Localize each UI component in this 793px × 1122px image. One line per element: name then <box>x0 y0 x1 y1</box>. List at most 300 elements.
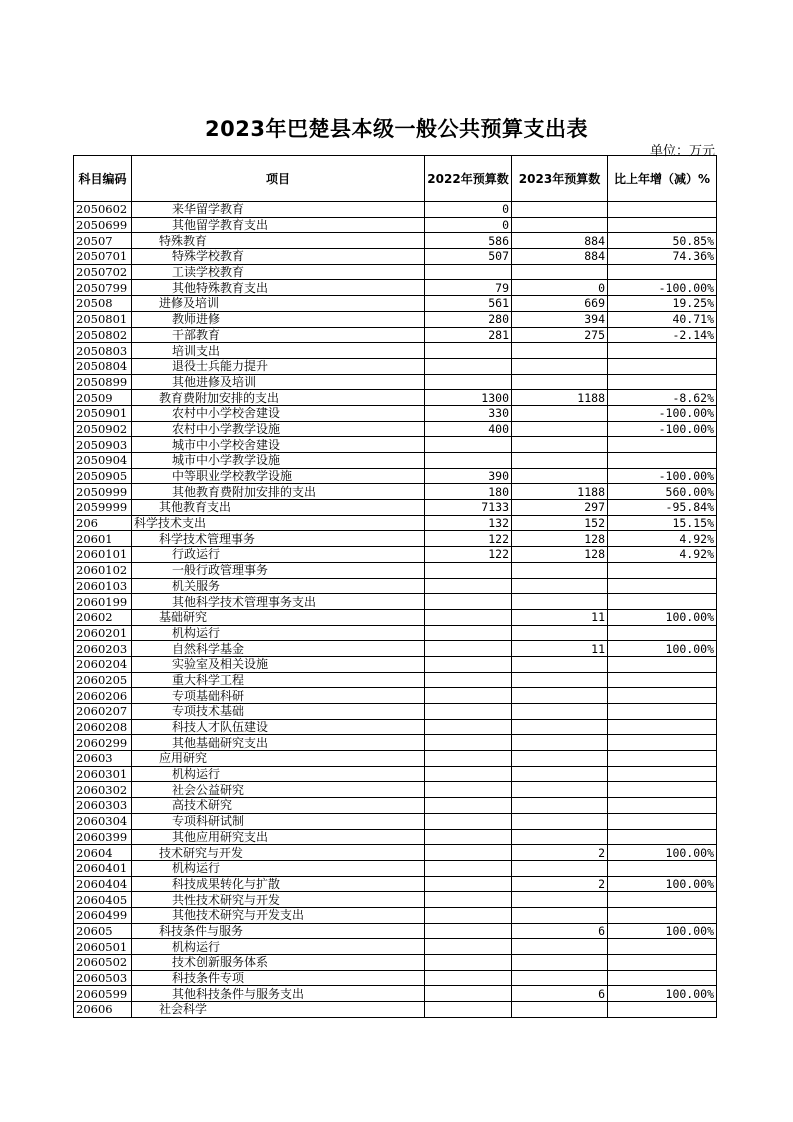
table-row <box>74 813 717 829</box>
table-row <box>74 955 717 971</box>
cell-item: 专项技术基础 <box>132 704 425 720</box>
cell-code: 2050802 <box>74 327 132 343</box>
cell-2023: 884 <box>512 233 608 249</box>
cell-2022 <box>425 876 512 892</box>
cell-item: 应用研究 <box>132 751 425 767</box>
header-code: 科目编码 <box>74 156 132 202</box>
cell-item: 科学技术管理事务 <box>132 531 425 547</box>
cell-change: 4.92% <box>608 531 717 547</box>
cell-2022: 280 <box>425 311 512 327</box>
cell-2023: 11 <box>512 609 608 625</box>
cell-2022 <box>425 970 512 986</box>
cell-2022: 400 <box>425 421 512 437</box>
header-row <box>74 156 717 202</box>
cell-2022 <box>425 955 512 971</box>
cell-change <box>608 829 717 845</box>
table-row <box>74 374 717 390</box>
page-title: 2023年巴楚县本级一般公共预算支出表 <box>205 117 588 141</box>
cell-change <box>608 358 717 374</box>
cell-item: 其他科技条件与服务支出 <box>132 986 425 1002</box>
cell-2022 <box>425 892 512 908</box>
cell-item: 科技条件专项 <box>132 970 425 986</box>
cell-item: 农村中小学校舍建设 <box>132 405 425 421</box>
cell-item: 实验室及相关设施 <box>132 656 425 672</box>
cell-item: 其他留学教育支出 <box>132 217 425 233</box>
cell-2023 <box>512 421 608 437</box>
cell-item: 机构运行 <box>132 625 425 641</box>
cell-change <box>608 939 717 955</box>
cell-2023 <box>512 468 608 484</box>
cell-item: 共性技术研究与开发 <box>132 892 425 908</box>
budget-table <box>73 155 717 1018</box>
table-row <box>74 876 717 892</box>
cell-2023 <box>512 437 608 453</box>
cell-item: 其他教育费附加安排的支出 <box>132 484 425 500</box>
cell-2022 <box>425 735 512 751</box>
cell-change <box>608 955 717 971</box>
cell-code: 2060206 <box>74 688 132 704</box>
cell-2023 <box>512 625 608 641</box>
table-row <box>74 202 717 218</box>
cell-item: 干部教育 <box>132 327 425 343</box>
cell-2023: 669 <box>512 296 608 312</box>
cell-change: -100.00% <box>608 280 717 296</box>
cell-2022: 0 <box>425 202 512 218</box>
unit-label: 单位：万元 <box>649 144 715 159</box>
cell-code: 2060399 <box>74 829 132 845</box>
cell-change: 15.15% <box>608 515 717 531</box>
cell-2022 <box>425 562 512 578</box>
cell-change: 100.00% <box>608 609 717 625</box>
table-row <box>74 641 717 657</box>
cell-2023 <box>512 202 608 218</box>
cell-change <box>608 656 717 672</box>
table-row <box>74 421 717 437</box>
table-row <box>74 437 717 453</box>
cell-change <box>608 688 717 704</box>
cell-code: 2050902 <box>74 421 132 437</box>
cell-2023: 6 <box>512 986 608 1002</box>
cell-change <box>608 625 717 641</box>
cell-code: 2060102 <box>74 562 132 578</box>
table-row <box>74 217 717 233</box>
cell-2023: 128 <box>512 531 608 547</box>
cell-code: 2050803 <box>74 343 132 359</box>
cell-2023 <box>512 735 608 751</box>
cell-2022: 122 <box>425 531 512 547</box>
cell-code: 2050899 <box>74 374 132 390</box>
cell-2023: 297 <box>512 500 608 516</box>
cell-2023: 6 <box>512 923 608 939</box>
cell-item: 高技术研究 <box>132 798 425 814</box>
cell-2022 <box>425 923 512 939</box>
cell-item: 其他教育支出 <box>132 500 425 516</box>
cell-change: -100.00% <box>608 468 717 484</box>
cell-2023: 152 <box>512 515 608 531</box>
cell-change: 19.25% <box>608 296 717 312</box>
cell-change <box>608 217 717 233</box>
cell-2023 <box>512 343 608 359</box>
cell-change <box>608 751 717 767</box>
cell-2023 <box>512 656 608 672</box>
cell-change: 100.00% <box>608 986 717 1002</box>
cell-code: 2060101 <box>74 547 132 563</box>
cell-2022 <box>425 939 512 955</box>
cell-2022 <box>425 766 512 782</box>
header-2023: 2023年预算数 <box>512 156 608 202</box>
cell-change: 100.00% <box>608 876 717 892</box>
cell-item: 来华留学教育 <box>132 202 425 218</box>
table-row <box>74 358 717 374</box>
cell-2022: 561 <box>425 296 512 312</box>
cell-code: 2060204 <box>74 656 132 672</box>
cell-2023 <box>512 751 608 767</box>
cell-code: 2060502 <box>74 955 132 971</box>
table-row <box>74 578 717 594</box>
cell-item: 城市中小学教学设施 <box>132 453 425 469</box>
cell-2022: 0 <box>425 217 512 233</box>
cell-item: 机构运行 <box>132 766 425 782</box>
cell-2022 <box>425 343 512 359</box>
cell-code: 20507 <box>74 233 132 249</box>
cell-change <box>608 374 717 390</box>
cell-change <box>608 264 717 280</box>
cell-2023 <box>512 704 608 720</box>
cell-2023 <box>512 907 608 923</box>
cell-item: 一般行政管理事务 <box>132 562 425 578</box>
cell-item: 社会公益研究 <box>132 782 425 798</box>
cell-2022: 1300 <box>425 390 512 406</box>
cell-2023 <box>512 405 608 421</box>
cell-code: 2060208 <box>74 719 132 735</box>
table-row <box>74 829 717 845</box>
cell-change <box>608 782 717 798</box>
header-change: 比上年增（减）% <box>608 156 717 202</box>
cell-item: 社会科学 <box>132 1002 425 1018</box>
cell-change: 50.85% <box>608 233 717 249</box>
cell-item: 科学技术支出 <box>132 515 425 531</box>
cell-2023 <box>512 264 608 280</box>
table-row <box>74 233 717 249</box>
cell-2023 <box>512 719 608 735</box>
cell-2023 <box>512 939 608 955</box>
cell-change: 100.00% <box>608 923 717 939</box>
cell-2022 <box>425 704 512 720</box>
cell-change <box>608 907 717 923</box>
cell-2023: 2 <box>512 876 608 892</box>
cell-2022 <box>425 578 512 594</box>
cell-code: 2060301 <box>74 766 132 782</box>
cell-code: 2060303 <box>74 798 132 814</box>
cell-2022 <box>425 798 512 814</box>
table-row <box>74 280 717 296</box>
cell-2022 <box>425 641 512 657</box>
cell-code: 2060302 <box>74 782 132 798</box>
table-row <box>74 453 717 469</box>
cell-change: 560.00% <box>608 484 717 500</box>
cell-code: 2060199 <box>74 594 132 610</box>
table-row <box>74 656 717 672</box>
cell-change <box>608 594 717 610</box>
cell-2023 <box>512 688 608 704</box>
cell-code: 2050702 <box>74 264 132 280</box>
cell-code: 20602 <box>74 609 132 625</box>
cell-2022 <box>425 845 512 861</box>
cell-code: 2060401 <box>74 860 132 876</box>
cell-2022 <box>425 907 512 923</box>
cell-2023 <box>512 813 608 829</box>
cell-item: 重大科学工程 <box>132 672 425 688</box>
cell-2022 <box>425 437 512 453</box>
cell-item: 科技条件与服务 <box>132 923 425 939</box>
table-row <box>74 405 717 421</box>
cell-code: 2060201 <box>74 625 132 641</box>
table-row <box>74 719 717 735</box>
table-row <box>74 468 717 484</box>
cell-2022 <box>425 625 512 641</box>
cell-change <box>608 343 717 359</box>
table-row <box>74 562 717 578</box>
cell-item: 科技人才队伍建设 <box>132 719 425 735</box>
table-row <box>74 970 717 986</box>
cell-2022: 281 <box>425 327 512 343</box>
cell-2022: 586 <box>425 233 512 249</box>
cell-item: 基础研究 <box>132 609 425 625</box>
cell-change: 74.36% <box>608 249 717 265</box>
cell-item: 农村中小学教学设施 <box>132 421 425 437</box>
cell-item: 其他特殊教育支出 <box>132 280 425 296</box>
cell-code: 2050799 <box>74 280 132 296</box>
cell-2023 <box>512 562 608 578</box>
cell-code: 2050804 <box>74 358 132 374</box>
cell-2022: 132 <box>425 515 512 531</box>
cell-2022 <box>425 264 512 280</box>
cell-code: 206 <box>74 515 132 531</box>
cell-item: 教师进修 <box>132 311 425 327</box>
cell-code: 2050602 <box>74 202 132 218</box>
table-row <box>74 782 717 798</box>
cell-2023: 394 <box>512 311 608 327</box>
cell-item: 其他基础研究支出 <box>132 735 425 751</box>
cell-change: 40.71% <box>608 311 717 327</box>
table-row <box>74 892 717 908</box>
table-row <box>74 343 717 359</box>
table-row <box>74 735 717 751</box>
cell-2023: 11 <box>512 641 608 657</box>
cell-code: 2050901 <box>74 405 132 421</box>
cell-2023 <box>512 1002 608 1018</box>
cell-code: 2059999 <box>74 500 132 516</box>
cell-2022: 390 <box>425 468 512 484</box>
cell-item: 退役士兵能力提升 <box>132 358 425 374</box>
table-row <box>74 390 717 406</box>
table-row <box>74 688 717 704</box>
cell-code: 2060299 <box>74 735 132 751</box>
cell-2022 <box>425 782 512 798</box>
cell-2023: 1188 <box>512 390 608 406</box>
cell-change: 100.00% <box>608 641 717 657</box>
cell-item: 其他技术研究与开发支出 <box>132 907 425 923</box>
table-row <box>74 625 717 641</box>
cell-2023: 2 <box>512 845 608 861</box>
cell-2023: 884 <box>512 249 608 265</box>
cell-change <box>608 892 717 908</box>
cell-2023: 275 <box>512 327 608 343</box>
cell-code: 2060103 <box>74 578 132 594</box>
cell-change <box>608 798 717 814</box>
cell-change <box>608 453 717 469</box>
table-row <box>74 609 717 625</box>
cell-2022: 7133 <box>425 500 512 516</box>
cell-code: 2050801 <box>74 311 132 327</box>
cell-code: 2050904 <box>74 453 132 469</box>
cell-2022 <box>425 1002 512 1018</box>
cell-code: 20605 <box>74 923 132 939</box>
cell-code: 2050905 <box>74 468 132 484</box>
cell-2022 <box>425 453 512 469</box>
table-row <box>74 798 717 814</box>
cell-item: 其他科学技术管理事务支出 <box>132 594 425 610</box>
cell-change <box>608 970 717 986</box>
cell-change: -95.84% <box>608 500 717 516</box>
cell-2022 <box>425 751 512 767</box>
cell-code: 2050699 <box>74 217 132 233</box>
cell-change <box>608 1002 717 1018</box>
cell-item: 中等职业学校教学设施 <box>132 468 425 484</box>
cell-change <box>608 437 717 453</box>
cell-code: 2060304 <box>74 813 132 829</box>
cell-code: 20603 <box>74 751 132 767</box>
cell-code: 2060501 <box>74 939 132 955</box>
cell-change <box>608 719 717 735</box>
cell-change <box>608 735 717 751</box>
cell-change: 4.92% <box>608 547 717 563</box>
cell-item: 技术研究与开发 <box>132 845 425 861</box>
cell-2022 <box>425 358 512 374</box>
cell-change <box>608 704 717 720</box>
table-row <box>74 1002 717 1018</box>
cell-2023: 0 <box>512 280 608 296</box>
cell-item: 城市中小学校舍建设 <box>132 437 425 453</box>
cell-code: 20604 <box>74 845 132 861</box>
cell-2022: 180 <box>425 484 512 500</box>
cell-2023 <box>512 829 608 845</box>
cell-code: 20508 <box>74 296 132 312</box>
cell-2023 <box>512 798 608 814</box>
header-2022: 2022年预算数 <box>425 156 512 202</box>
table-row <box>74 939 717 955</box>
table-row <box>74 515 717 531</box>
cell-2022: 507 <box>425 249 512 265</box>
cell-code: 2060599 <box>74 986 132 1002</box>
cell-code: 2060205 <box>74 672 132 688</box>
cell-2022 <box>425 986 512 1002</box>
cell-item: 科技成果转化与扩散 <box>132 876 425 892</box>
cell-2023 <box>512 578 608 594</box>
table-row <box>74 531 717 547</box>
cell-2022 <box>425 688 512 704</box>
table-row <box>74 845 717 861</box>
cell-2022 <box>425 719 512 735</box>
table-row <box>74 923 717 939</box>
cell-2023 <box>512 594 608 610</box>
cell-2022 <box>425 594 512 610</box>
cell-code: 20509 <box>74 390 132 406</box>
cell-2023 <box>512 374 608 390</box>
table-row <box>74 751 717 767</box>
cell-2023 <box>512 782 608 798</box>
cell-change: -100.00% <box>608 421 717 437</box>
cell-item: 其他进修及培训 <box>132 374 425 390</box>
cell-2022: 122 <box>425 547 512 563</box>
cell-item: 教育费附加安排的支出 <box>132 390 425 406</box>
table-row <box>74 500 717 516</box>
cell-item: 专项科研试制 <box>132 813 425 829</box>
table-row <box>74 264 717 280</box>
cell-item: 行政运行 <box>132 547 425 563</box>
table-row <box>74 296 717 312</box>
cell-2023 <box>512 453 608 469</box>
cell-2022 <box>425 609 512 625</box>
cell-change <box>608 202 717 218</box>
cell-change <box>608 578 717 594</box>
cell-2022: 79 <box>425 280 512 296</box>
cell-change <box>608 562 717 578</box>
cell-change <box>608 766 717 782</box>
cell-item: 培训支出 <box>132 343 425 359</box>
cell-2022 <box>425 374 512 390</box>
table-row <box>74 311 717 327</box>
cell-2023 <box>512 955 608 971</box>
table-row <box>74 672 717 688</box>
cell-change: -8.62% <box>608 390 717 406</box>
cell-item: 专项基础科研 <box>132 688 425 704</box>
cell-item: 特殊学校教育 <box>132 249 425 265</box>
table-row <box>74 327 717 343</box>
table-row <box>74 484 717 500</box>
cell-change <box>608 813 717 829</box>
cell-2023: 1188 <box>512 484 608 500</box>
cell-item: 进修及培训 <box>132 296 425 312</box>
cell-2023 <box>512 217 608 233</box>
cell-item: 机关服务 <box>132 578 425 594</box>
cell-code: 2060499 <box>74 907 132 923</box>
cell-code: 2060405 <box>74 892 132 908</box>
cell-item: 机构运行 <box>132 939 425 955</box>
table-row <box>74 986 717 1002</box>
cell-code: 2050903 <box>74 437 132 453</box>
cell-change <box>608 860 717 876</box>
table-body <box>74 202 717 1018</box>
table-row <box>74 907 717 923</box>
cell-code: 20601 <box>74 531 132 547</box>
cell-2023 <box>512 970 608 986</box>
table-row <box>74 860 717 876</box>
cell-change: -100.00% <box>608 405 717 421</box>
cell-2023 <box>512 672 608 688</box>
cell-change <box>608 672 717 688</box>
cell-2022 <box>425 656 512 672</box>
cell-code: 2060203 <box>74 641 132 657</box>
table-row <box>74 704 717 720</box>
cell-2022: 330 <box>425 405 512 421</box>
cell-item: 工读学校教育 <box>132 264 425 280</box>
table-row <box>74 766 717 782</box>
cell-change: -2.14% <box>608 327 717 343</box>
table-row <box>74 249 717 265</box>
cell-2022 <box>425 813 512 829</box>
cell-2023 <box>512 860 608 876</box>
